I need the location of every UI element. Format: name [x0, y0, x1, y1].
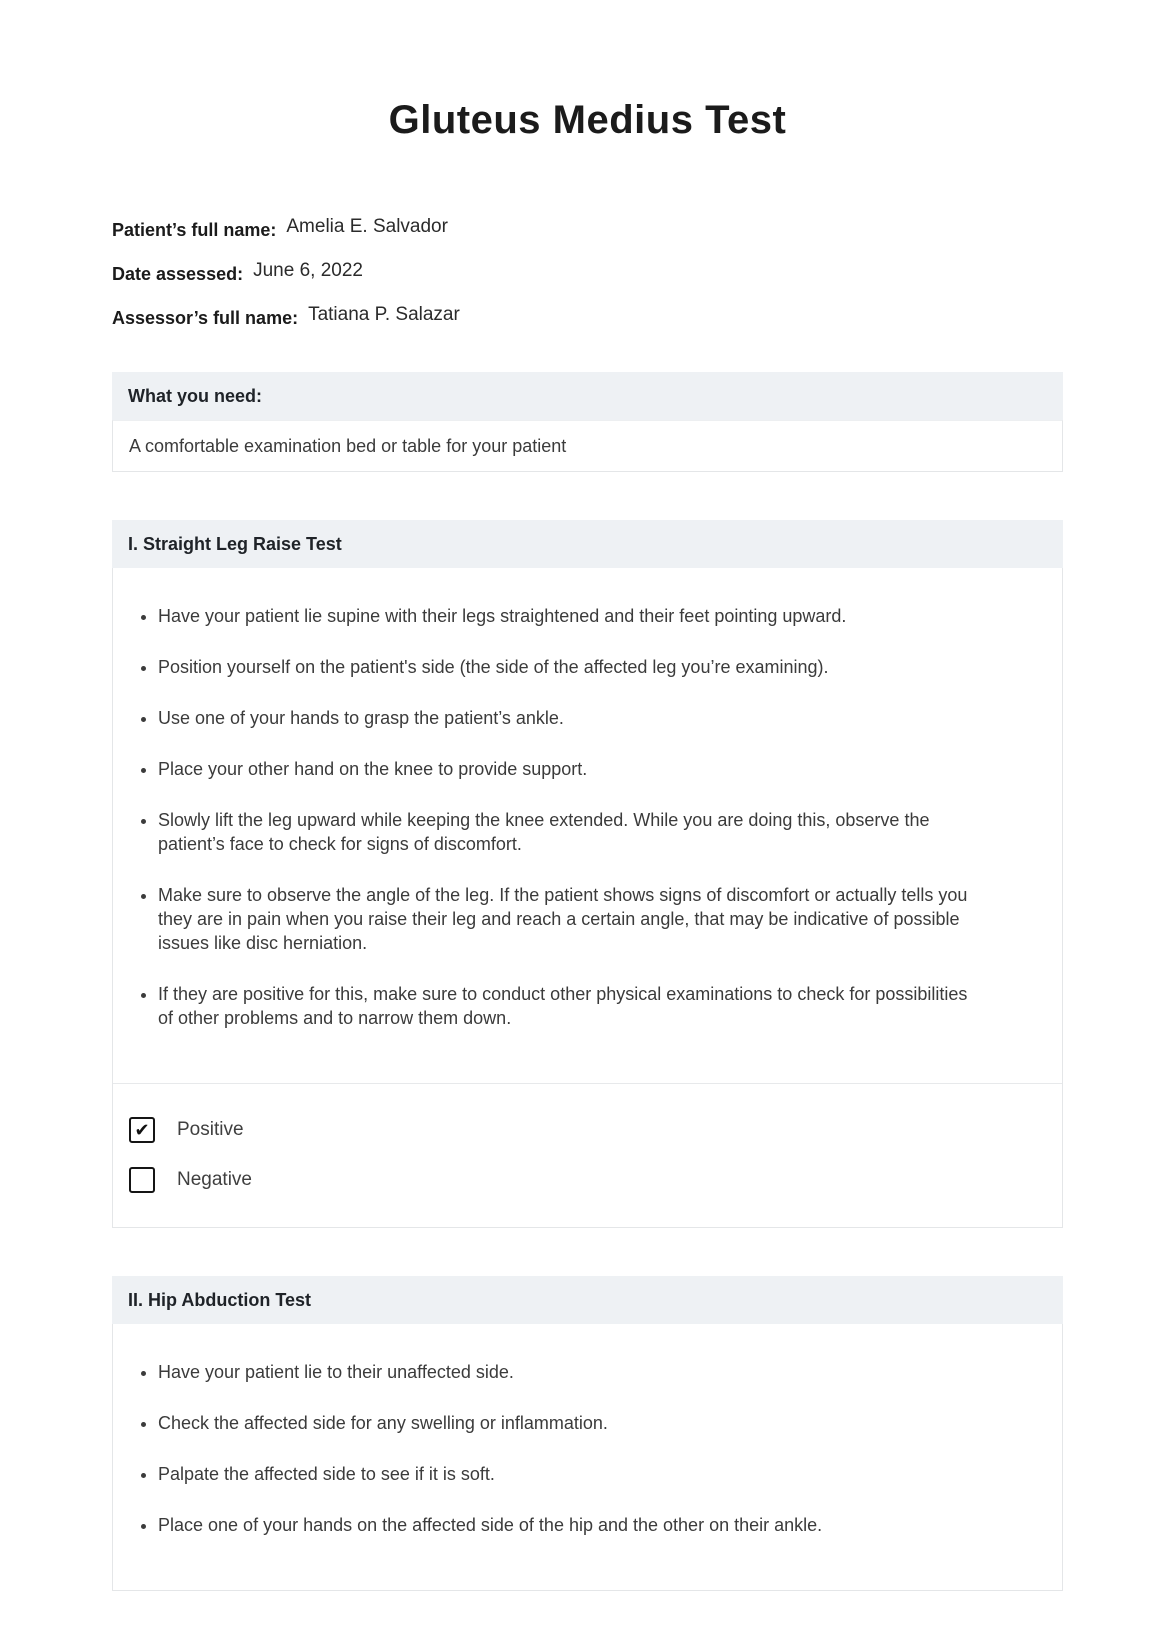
assessor-name-value[interactable]: Tatiana P. Salazar: [308, 304, 460, 325]
positive-option-label: Positive: [177, 1119, 244, 1140]
section-hip-abduction-test: [112, 1276, 1063, 1591]
what-you-need-header: What you need:: [112, 372, 1063, 420]
section-2-frame: [112, 1324, 1063, 1591]
instruction-bullet: • Use one of your hands to grasp the patient’s ankle.: [158, 706, 987, 730]
instructions-list: [113, 604, 1062, 1030]
instruction-bullet: • Have your patient lie supine with their legs straightened and their feet pointing upward.: [158, 604, 987, 628]
document-page: [112, 0, 1063, 1591]
instruction-bullet: • Palpate the affected side to see if it is soft.: [158, 1462, 987, 1486]
instructions-list: [113, 1360, 1062, 1537]
instruction-bullet: • Place your other hand on the knee to provide support.: [158, 757, 987, 781]
patient-name-value[interactable]: Amelia E. Salvador: [286, 216, 448, 237]
date-assessed-row: [112, 261, 1063, 288]
assessor-name-row: [112, 305, 1063, 332]
negative-option-label: Negative: [177, 1169, 252, 1190]
section-2-header: II. Hip Abduction Test: [112, 1276, 1063, 1324]
section-straight-leg-raise-test: [112, 520, 1063, 1228]
section-1-instructions: [113, 568, 1062, 1084]
section-1-frame: [112, 568, 1063, 1228]
page-title: Gluteus Medius Test: [388, 98, 787, 142]
instruction-bullet: • Slowly lift the leg upward while keeping the knee extended. While you are doing this, observe the patient’s face to check for signs of discomfort.: [158, 808, 987, 856]
patient-name-label: Patient’s full name:: [112, 220, 277, 240]
check-icon: ✔: [134, 1119, 150, 1141]
instruction-bullet: • If they are positive for this, make sure to conduct other physical examinations to check for possibilities of other problems and to narrow them down.: [158, 982, 987, 1030]
section-1-header: I. Straight Leg Raise Test: [112, 520, 1063, 568]
section-2-instructions: [113, 1324, 1062, 1590]
patient-info: [112, 217, 1063, 332]
what-you-need-item: A comfortable examination bed or table for your patient: [112, 420, 1063, 472]
negative-checkbox[interactable]: [129, 1167, 155, 1193]
assessor-name-label: Assessor’s full name:: [112, 308, 299, 328]
instruction-bullet: • Position yourself on the patient's side (the side of the affected leg you’re examining).: [158, 655, 987, 679]
instruction-bullet: • Check the affected side for any swelling or inflammation.: [158, 1411, 987, 1435]
date-assessed-value[interactable]: June 6, 2022: [253, 260, 363, 281]
instruction-bullet: • Place one of your hands on the affected side of the hip and the other on their ankle.: [158, 1513, 987, 1537]
date-assessed-label: Date assessed:: [112, 264, 244, 284]
instruction-bullet: • Have your patient lie to their unaffected side.: [158, 1360, 987, 1384]
positive-checkbox[interactable]: [129, 1117, 155, 1143]
instruction-bullet: • Make sure to observe the angle of the leg. If the patient shows signs of discomfort or actually tells you they are in pain when you raise their leg and reach a certain angle, that may be indicative of possible issues like disc herniation.: [158, 883, 987, 955]
positive-option-row: [129, 1117, 1046, 1143]
negative-option-row: [129, 1167, 1046, 1193]
what-you-need-panel: [112, 372, 1063, 472]
patient-name-row: [112, 217, 1063, 244]
section-1-result-options: [113, 1084, 1062, 1227]
